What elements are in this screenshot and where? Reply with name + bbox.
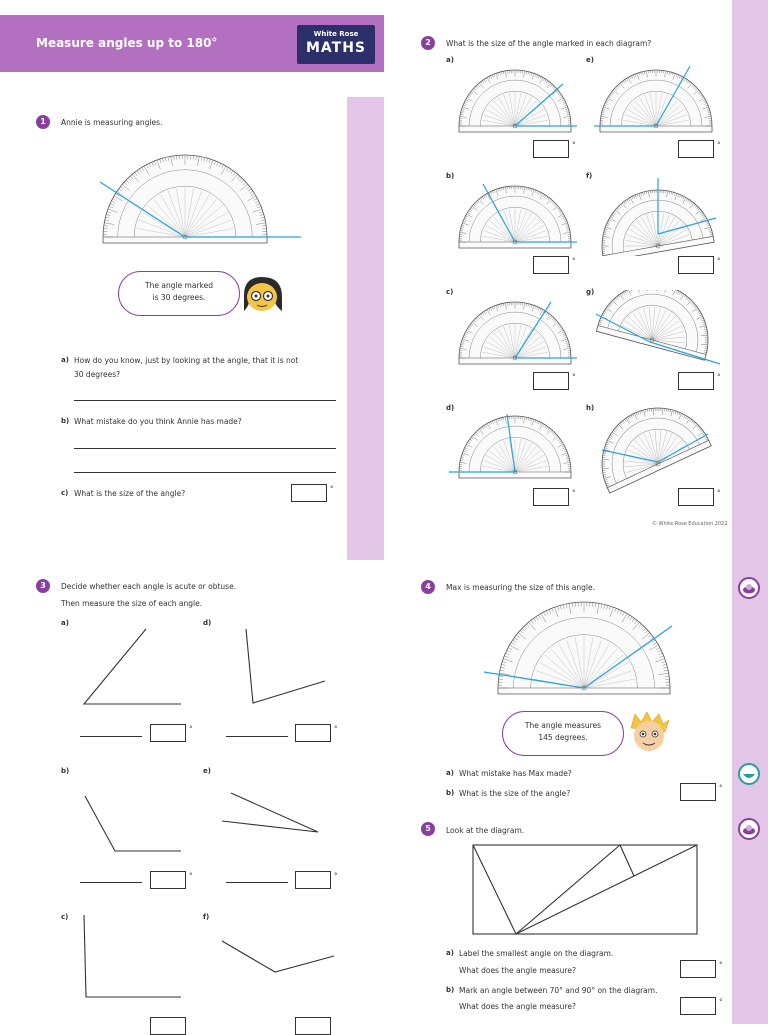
q3c-answer-box[interactable] [150, 1017, 186, 1035]
q3f-label: f) [203, 913, 209, 921]
question-1-number: 1 [36, 115, 50, 129]
q2h-protractor-diagram [596, 404, 722, 496]
q3b-answer-box[interactable] [150, 871, 186, 889]
q1-intro: Annie is measuring angles. [61, 118, 162, 127]
q4a-label: a) [446, 769, 454, 777]
q1a-text-line1: How do you know, just by looking at the angle, that it is not [74, 356, 298, 365]
question-4-number: 4 [421, 580, 435, 594]
q3d-label: d) [203, 619, 211, 627]
copyright: © White Rose Education 2022 [652, 521, 728, 527]
q3e-degree: ° [334, 872, 338, 880]
q2h-degree: ° [717, 489, 721, 497]
q1c-degree-sign: ° [330, 485, 334, 493]
q1c-label: c) [61, 489, 68, 497]
q5a-answer-box[interactable] [680, 960, 716, 978]
q1a-label: a) [61, 356, 69, 364]
q2d-answer-box[interactable] [533, 488, 569, 506]
q2c-answer-box[interactable] [533, 372, 569, 390]
q4-speech-line2: 145 degrees. [503, 732, 623, 744]
q1a-text-line2: 30 degrees? [74, 370, 120, 379]
q5b-answer-box[interactable] [680, 997, 716, 1015]
q1-speech-line2: is 30 degrees. [119, 292, 239, 304]
q5b-label: b) [446, 986, 454, 994]
character-annie-icon [240, 275, 286, 315]
q5a-text-line1: Label the smallest angle on the diagram. [459, 949, 613, 958]
q5b-degree: ° [719, 998, 723, 1006]
q3f-answer-box[interactable] [295, 1017, 331, 1035]
q5b-text-line2: What does the angle measure? [459, 1002, 576, 1011]
bowl-icon [740, 765, 758, 783]
q2a-degree: ° [572, 141, 576, 149]
q2a-answer-box[interactable] [533, 140, 569, 158]
q2f-label: f) [586, 172, 592, 180]
q1b-answer-line-1[interactable] [74, 448, 336, 449]
q3c-angle [84, 915, 181, 997]
q3d-answer-line[interactable] [226, 736, 288, 737]
q2b-answer-box[interactable] [533, 256, 569, 274]
q3f-angle [222, 941, 334, 972]
q2c-label: c) [446, 288, 453, 296]
q3e-answer-box[interactable] [295, 871, 331, 889]
q4-speech-line1: The angle measures [503, 720, 623, 732]
q4-speech-bubble [502, 711, 624, 756]
q2d-degree: ° [572, 489, 576, 497]
middle-band [347, 97, 384, 560]
q3e-label: e) [203, 767, 211, 775]
q1-speech-line1: The angle marked [119, 280, 239, 292]
q2a-label: a) [446, 56, 454, 64]
q2f-degree: ° [717, 257, 721, 265]
q5b-text-line1: Mark an angle between 70° and 90° on the diagram. [459, 986, 657, 995]
hint-icon-1[interactable] [738, 577, 760, 599]
q3b-degree: ° [189, 872, 193, 880]
q2g-degree: ° [717, 373, 721, 381]
protractor-icon [103, 155, 267, 243]
q1c-text: What is the size of the angle? [74, 489, 185, 498]
side-band [732, 0, 768, 1024]
q1-speech-bubble [118, 271, 240, 316]
q2a-protractor-diagram [455, 64, 585, 136]
q3a-label: a) [61, 619, 69, 627]
q3a-answer-box[interactable] [150, 724, 186, 742]
white-rose-maths-logo [297, 25, 375, 64]
q3d-degree: ° [334, 725, 338, 733]
q4b-text: What is the size of the angle? [459, 789, 570, 798]
q3a-angle [84, 629, 181, 704]
character-max-icon [625, 710, 673, 754]
q2f-answer-box[interactable] [678, 256, 714, 274]
hint-icon-3[interactable] [738, 818, 760, 840]
q1b-label: b) [61, 417, 69, 425]
q5a-label: a) [446, 949, 454, 957]
q2e-degree: ° [717, 141, 721, 149]
q4b-degree: ° [719, 784, 723, 792]
q2-intro: What is the size of the angle marked in each diagram? [446, 39, 651, 48]
q2e-protractor-diagram [592, 64, 722, 136]
q3a-degree: ° [189, 725, 193, 733]
logo-line1: White Rose [297, 30, 375, 39]
q2g-protractor-diagram [592, 290, 722, 370]
q4-intro: Max is measuring the size of this angle. [446, 583, 595, 592]
q3d-angle [246, 629, 325, 703]
q5-intro: Look at the diagram. [446, 826, 524, 835]
q1b-text: What mistake do you think Annie has made? [74, 417, 242, 426]
q2d-label: d) [446, 404, 454, 412]
q3c-label: c) [61, 913, 68, 921]
q2e-answer-box[interactable] [678, 140, 714, 158]
q4b-answer-box[interactable] [680, 783, 716, 801]
q2b-label: b) [446, 172, 454, 180]
q2g-answer-box[interactable] [678, 372, 714, 390]
q2d-protractor-diagram [445, 410, 575, 482]
q3a-answer-line[interactable] [80, 736, 142, 737]
q3b-label: b) [61, 767, 69, 775]
q2b-degree: ° [572, 257, 576, 265]
q2e-label: e) [586, 56, 594, 64]
q3-intro-line2: Then measure the size of each angle. [61, 599, 202, 608]
q2c-protractor-diagram [455, 296, 585, 368]
question-2-number: 2 [421, 36, 435, 50]
q5a-degree: ° [719, 961, 723, 969]
q1b-answer-line-2[interactable] [74, 472, 336, 473]
q2h-label: h) [586, 404, 594, 412]
q3d-answer-box[interactable] [295, 724, 331, 742]
q3e-angle [222, 793, 318, 832]
q1c-answer-box[interactable] [291, 484, 327, 502]
q3-intro-line1: Decide whether each angle is acute or obtuse. [61, 582, 236, 591]
q1a-answer-line[interactable] [74, 400, 336, 401]
q3b-answer-line[interactable] [80, 882, 142, 883]
hint-icon-2[interactable] [738, 763, 760, 785]
q2h-answer-box[interactable] [678, 488, 714, 506]
q2f-protractor-diagram [598, 176, 722, 256]
question-5-number: 5 [421, 822, 435, 836]
q1-protractor-diagram [95, 145, 305, 245]
question-3-number: 3 [36, 579, 50, 593]
q2c-degree: ° [572, 373, 576, 381]
page-title: Measure angles up to 180° [36, 36, 217, 50]
q3b-angle [85, 796, 181, 851]
q4a-text: What mistake has Max made? [459, 769, 572, 778]
q2g-label: g) [586, 288, 594, 296]
q2b-protractor-diagram [455, 180, 585, 252]
cloud-icon [740, 579, 758, 597]
q5a-text-line2: What does the angle measure? [459, 966, 576, 975]
q5-diagram [470, 843, 700, 938]
q4-protractor-diagram [480, 598, 680, 698]
q4b-label: b) [446, 789, 454, 797]
cloud-icon [740, 820, 758, 838]
logo-line2: MATHS [297, 39, 375, 57]
q3e-answer-line[interactable] [226, 882, 288, 883]
